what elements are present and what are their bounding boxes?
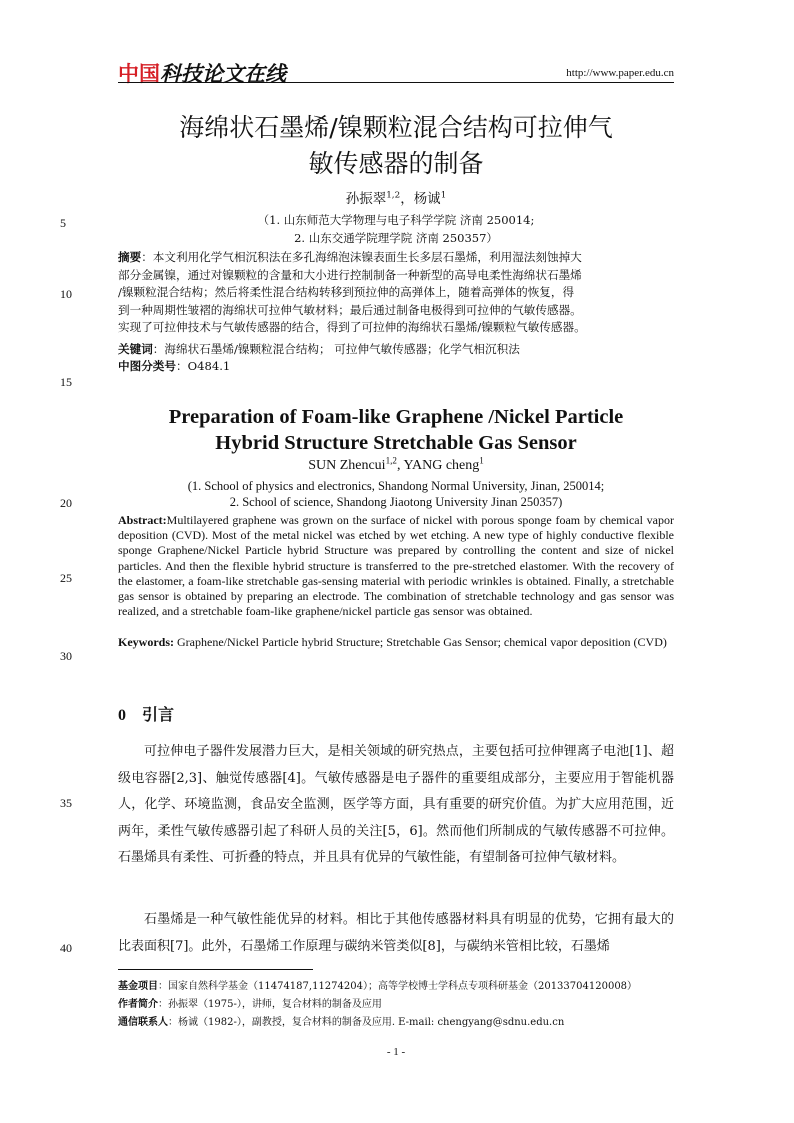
footnote-funding: 基金项目：国家自然科学基金（11474187,11274204）；高等学校博士学科点专项科研基金（20133704120008） bbox=[118, 981, 638, 992]
abstract-en: Abstract:Multilayered graphene was grown on the surface of nickel with porous sponge foam by chemical vapor deposition (CVD). Most of the metal nickel was etched by wet etching. A new type of highly conductive flexible sponge Graphene/Nickel Particle hybrid Structure was prepared by controlling the content and size of nickel particles. And then the flexible hybrid structure is transferred to the pre-stretched elastomer. With the recovery of the elastomer, a foam-like stretchable gas-sensing material with periodic wrinkles is obtained. Finally, a stretchable gas sensor is obtained by preparing an electrode. The combination of stretchable technology and gas sensor was realized, and a stretchable foam-like graphene/nickel particle gas sensor was obtained. bbox=[118, 513, 674, 619]
classification-cn: 中图分类号：O484.1 bbox=[118, 359, 231, 373]
title-cn-line-1: 海绵状石墨烯/镍颗粒混合结构可拉伸气 bbox=[179, 113, 613, 142]
title-en-line-2: Hybrid Structure Stretchable Gas Sensor bbox=[215, 432, 577, 454]
title-en-line-1: Preparation of Foam-like Graphene /Nickel Particle bbox=[168, 406, 624, 428]
affiliation-en-2: 2. School of science, Shandong Jiaotong University Jinan 250357) bbox=[229, 495, 563, 509]
journal-logo: 中国科技论文在线 bbox=[118, 62, 286, 86]
line-number: 40 bbox=[60, 941, 72, 955]
header-rule bbox=[118, 82, 674, 83]
line-number: 25 bbox=[60, 571, 72, 585]
page-number: - 1 - bbox=[386, 1046, 406, 1058]
authors-en: SUN Zhencui$^{1,2}$, YANG cheng$^1$ bbox=[308, 455, 484, 473]
affiliation-cn-2: 2. 山东交通学院理学院 济南 250357） bbox=[294, 231, 498, 245]
line-number: 20 bbox=[60, 496, 72, 510]
affiliation-cn-1: （1. 山东师范大学物理与电子科学学院 济南 250014; bbox=[257, 213, 535, 227]
authors-cn: 孙振翠$^{1,2}$，杨诚$^1$ bbox=[345, 190, 447, 207]
section-heading: 0 引言 bbox=[118, 705, 175, 724]
header-url[interactable]: http://www.paper.edu.cn bbox=[566, 67, 674, 79]
abstract-cn: 摘要：本文利用化学气相沉积法在多孔海绵泡沫镍表面生长多层石墨烯，利用湿法刻蚀掉大 部分金属镍，通过对镍颗粒的含量和大小进行控制制备一种新型的高导电柔性海绵状石墨烯 /镍颗粒混合结构；然后将柔性混合结构转移到预拉伸的高弹体上，随着高弹体的恢复，得 到一种周期性皱褶的海绵状可拉伸气敏材料；最后通过制备电极得到可拉伸的气敏传感器。 实现了可拉伸技术与气敏传感器的结合，得到了可拉伸的海绵状石墨烯/镍颗粒气敏传感器。 bbox=[118, 250, 586, 334]
line-number: 35 bbox=[60, 796, 72, 810]
affiliation-en-1: (1. School of physics and electronics, Shandong Normal University, Jinan, 250014; bbox=[187, 479, 605, 493]
footnote-author: 作者简介：孙振翠（1975-），讲师，复合材料的制备及应用 bbox=[118, 999, 382, 1010]
footnote-rule bbox=[118, 969, 313, 970]
line-number: 30 bbox=[60, 649, 72, 663]
abstract-en-label: Abstract: bbox=[118, 513, 167, 527]
body-paragraph-1: 可拉伸电子器件发展潜力巨大，是相关领域的研究热点，主要包括可拉伸锂离子电池[1]、超级电容器[2,3]、触觉传感器[4]。气敏传感器是电子器件的重要组成部分，主要应用于智能机器人，化学、环境监测，食品安全监测，医学等方面，具有重要的研究价值。为扩大应用范围，近两年，柔性气敏传感器引起了科研人员的关注[5，6]。然而他们所制成的气敏传感器不可拉伸。石墨烯具有柔性、可折叠的特点，并且具有优异的气敏性能，有望制备可拉伸气敏材料。 bbox=[118, 744, 674, 865]
line-number: 15 bbox=[60, 375, 72, 389]
keywords-cn: 关键词：海绵状石墨烯/镍颗粒混合结构； 可拉伸气敏传感器；化学气相沉积法 bbox=[118, 342, 520, 356]
body-paragraph-2: 石墨烯是一种气敏性能优异的材料。相比于其他传感器材料具有明显的优势，它拥有最大的比表面积[7]。此外，石墨烯工作原理与碳纳米管类似[8]，与碳纳米管相比较，石墨烯 bbox=[118, 912, 674, 954]
line-number: 5 bbox=[60, 216, 66, 230]
line-number: 10 bbox=[60, 287, 72, 301]
keywords-en: Keywords: Graphene/Nickel Particle hybrid Structure; Stretchable Gas Sensor; chemical vapor deposition (CVD) bbox=[118, 635, 667, 649]
footnote-contact: 通信联系人：杨诚（1982-），副教授，复合材料的制备及应用. E-mail: chengyang@sdnu.edu.cn bbox=[118, 1017, 565, 1028]
abstract-cn-label: 摘要 bbox=[118, 250, 142, 264]
title-cn-line-2: 敏传感器的制备 bbox=[308, 149, 484, 178]
